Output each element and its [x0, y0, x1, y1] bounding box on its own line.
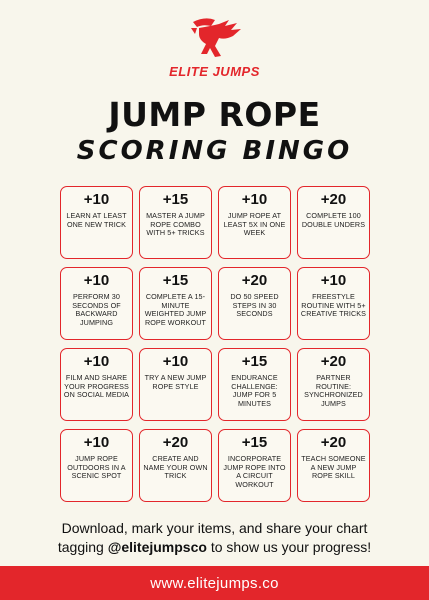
pegasus-icon [185, 14, 245, 62]
website-link[interactable]: www.elitejumps.co [150, 574, 279, 592]
cell-task: JUMP ROPE OUTDOORS IN A SCENIC SPOT [67, 454, 126, 481]
cell-task: DO 50 SPEED STEPS IN 30 SECONDS [230, 292, 279, 319]
bingo-cell[interactable] [139, 348, 212, 421]
bingo-cell[interactable] [297, 186, 370, 259]
cell-points: +10 [162, 353, 189, 370]
bingo-cell[interactable] [297, 429, 370, 502]
cell-task: ENDURANCE CHALLENGE: JUMP FOR 5 MINUTES [231, 373, 278, 408]
cell-task: INCORPORATE JUMP ROPE INTO A CIRCUIT WORKOUT [223, 454, 286, 489]
cell-task: COMPLETE 100 DOUBLE UNDERS [301, 211, 366, 229]
cell-points: +10 [241, 191, 268, 208]
bingo-cell[interactable] [139, 267, 212, 340]
cell-points: +15 [241, 434, 268, 451]
cell-points: +15 [162, 191, 189, 208]
instructions-line-1: Download, mark your items, and share your chart [61, 520, 368, 536]
cell-task: CREATE AND NAME YOUR OWN TRICK [143, 454, 208, 481]
cell-task: PARTNER ROUTINE: SYNCHRONIZED JUMPS [304, 373, 363, 408]
bingo-cell[interactable] [218, 348, 291, 421]
bingo-cell[interactable] [139, 186, 212, 259]
bingo-cell[interactable] [60, 429, 133, 502]
instructions-text [0, 519, 429, 557]
bingo-cell[interactable] [60, 186, 133, 259]
cell-points: +20 [241, 272, 268, 289]
cell-task: TEACH SOMEONE A NEW JUMP ROPE SKILL [301, 454, 366, 481]
cell-task: FREESTYLE ROUTINE WITH 5+ CREATIVE TRICKS [300, 292, 367, 319]
cell-points: +15 [162, 272, 189, 289]
bingo-cell[interactable] [218, 267, 291, 340]
bingo-cell[interactable] [139, 429, 212, 502]
cell-points: +20 [320, 191, 347, 208]
bingo-cell[interactable] [218, 186, 291, 259]
page-subtitle: SCORING BINGO [76, 136, 353, 166]
bingo-cell[interactable] [297, 267, 370, 340]
cell-task: MASTER A JUMP ROPE COMBO WITH 5+ TRICKS [146, 211, 205, 238]
cell-points: +20 [162, 434, 189, 451]
cell-points: +20 [320, 434, 347, 451]
cell-task: FILM AND SHARE YOUR PROGRESS ON SOCIAL MEDIA [63, 373, 130, 400]
cell-points: +15 [241, 353, 268, 370]
bingo-grid [60, 186, 370, 502]
cell-points: +10 [83, 353, 110, 370]
page-title: JUMP ROPE [108, 95, 321, 134]
cell-task: PERFORM 30 SECONDS OF BACKWARD JUMPING [72, 292, 121, 327]
cell-points: +10 [83, 272, 110, 289]
cell-task: LEARN AT LEAST ONE NEW TRICK [66, 211, 127, 229]
cell-task: TRY A NEW JUMP ROPE STYLE [144, 373, 207, 391]
cell-task: JUMP ROPE AT LEAST 5X IN ONE WEEK [223, 211, 286, 238]
bingo-cell[interactable] [297, 348, 370, 421]
cell-points: +10 [320, 272, 347, 289]
footer-bar [0, 566, 429, 600]
brand-logo [0, 14, 429, 79]
brand-name: ELITE JUMPS [169, 64, 260, 79]
cell-task: COMPLETE A 15-MINUTE WEIGHTED JUMP ROPE WORKOUT [144, 292, 207, 327]
cell-points: +10 [83, 191, 110, 208]
social-handle[interactable]: @elitejumpsco [107, 539, 207, 555]
bingo-cell[interactable] [218, 429, 291, 502]
bingo-cell[interactable] [60, 348, 133, 421]
bingo-cell[interactable] [60, 267, 133, 340]
cell-points: +20 [320, 353, 347, 370]
instructions-line-2 [0, 538, 429, 557]
cell-points: +10 [83, 434, 110, 451]
instructions-suffix: to show us your progress! [206, 539, 372, 555]
instructions-prefix: tagging [57, 539, 108, 555]
